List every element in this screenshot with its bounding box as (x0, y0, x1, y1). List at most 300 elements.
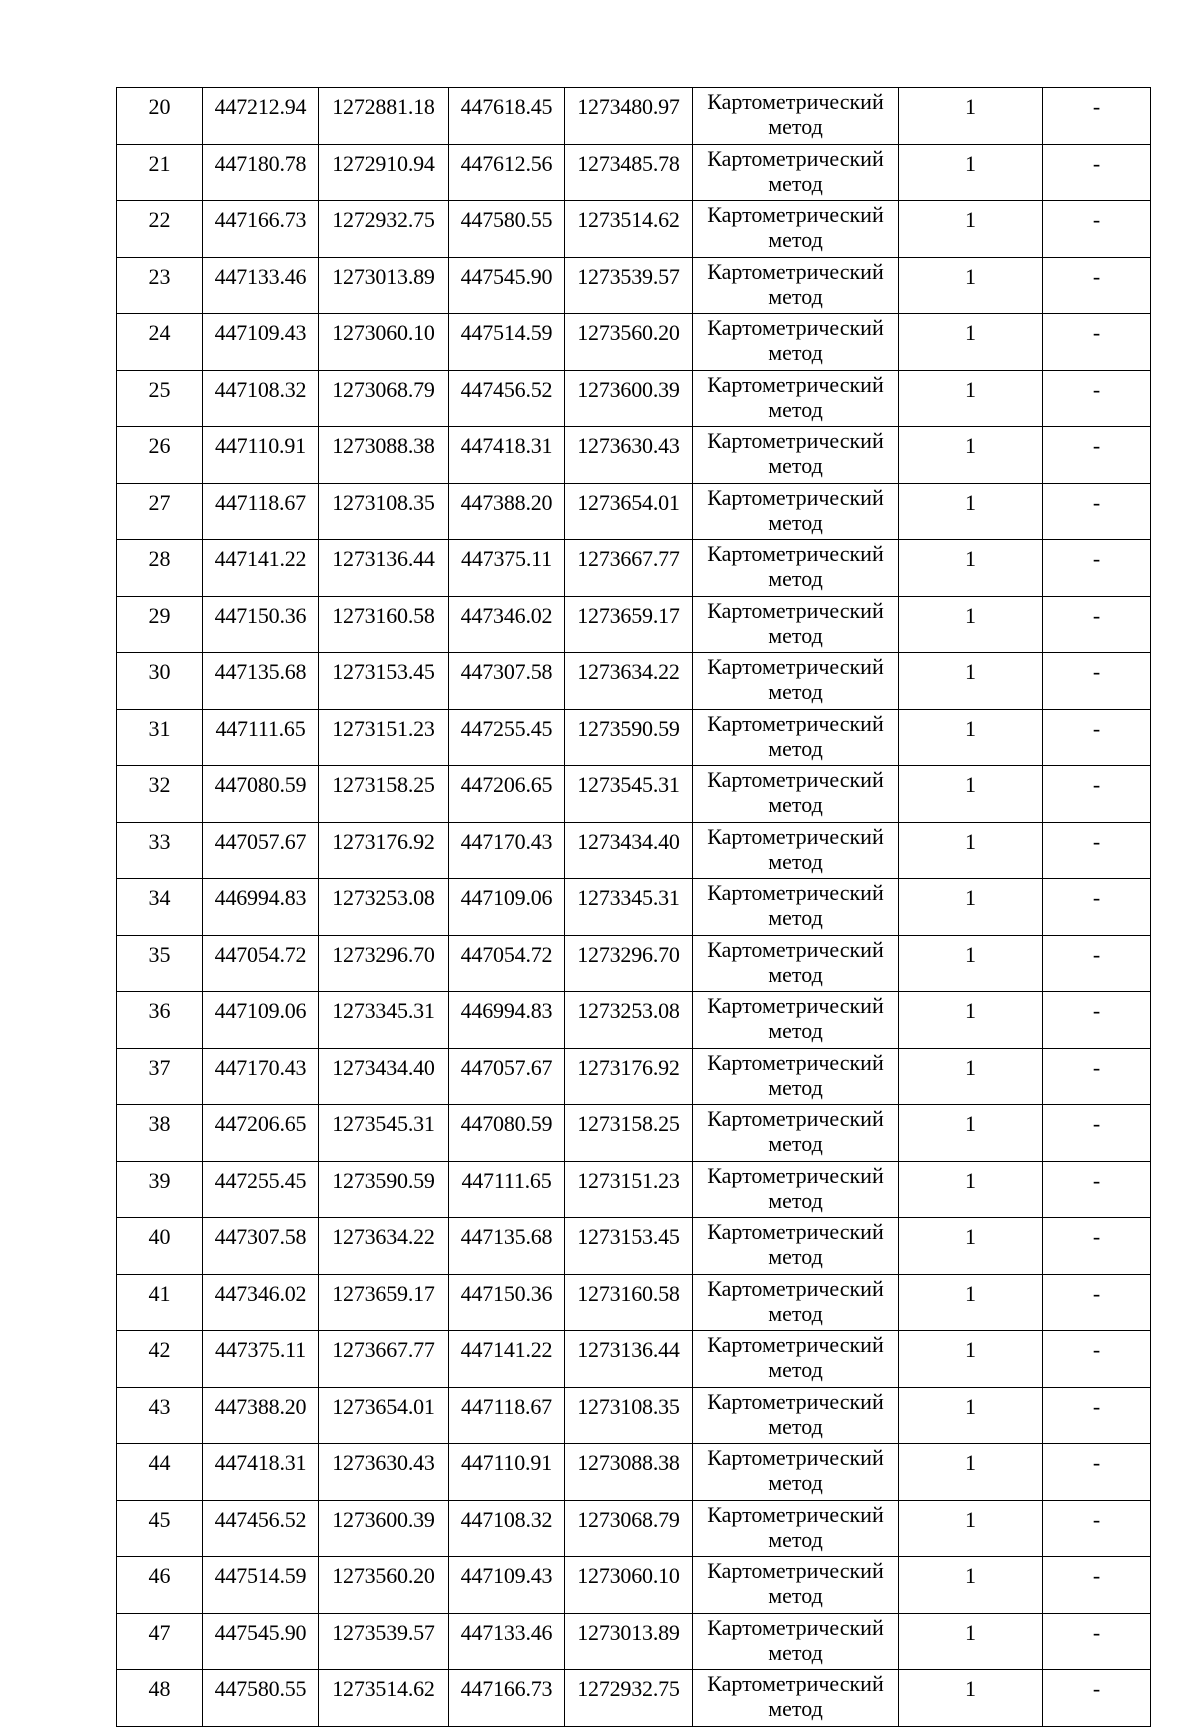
accuracy-cell: 1 (899, 653, 1043, 710)
note-cell: - (1043, 879, 1151, 936)
y2-cell: 1273158.25 (565, 1105, 693, 1162)
accuracy-cell: 1 (899, 1387, 1043, 1444)
y2-cell: 1273151.23 (565, 1161, 693, 1218)
method-cell (693, 822, 899, 879)
method-cell (693, 257, 899, 314)
table-row (117, 1444, 1151, 1501)
note-cell: - (1043, 144, 1151, 201)
y2-cell: 1273600.39 (565, 370, 693, 427)
method-line-2: метод (768, 114, 823, 139)
y2-cell: 1273108.35 (565, 1387, 693, 1444)
y2-cell: 1273545.31 (565, 766, 693, 823)
method-cell (693, 1218, 899, 1275)
y1-cell: 1273539.57 (319, 1613, 449, 1670)
method-cell (693, 427, 899, 484)
point-number-cell: 30 (117, 653, 203, 710)
y1-cell: 1273659.17 (319, 1274, 449, 1331)
table-row (117, 88, 1151, 145)
point-number-cell: 45 (117, 1500, 203, 1557)
accuracy-cell: 1 (899, 709, 1043, 766)
method-line-1: Картометрический (707, 1219, 884, 1244)
table-row (117, 483, 1151, 540)
point-number-cell: 48 (117, 1670, 203, 1727)
table-row (117, 257, 1151, 314)
table-row (117, 992, 1151, 1049)
table-row (117, 709, 1151, 766)
x1-cell: 447180.78 (203, 144, 319, 201)
y2-cell: 1273480.97 (565, 88, 693, 145)
accuracy-cell: 1 (899, 88, 1043, 145)
point-number-cell: 28 (117, 540, 203, 597)
y2-cell: 1273160.58 (565, 1274, 693, 1331)
x2-cell: 447109.43 (449, 1557, 565, 1614)
y1-cell: 1273151.23 (319, 709, 449, 766)
method-line-1: Картометрический (707, 541, 884, 566)
method-line-2: метод (768, 283, 823, 309)
x2-cell: 447109.06 (449, 879, 565, 936)
method-line-2: метод (768, 340, 823, 365)
x1-cell: 447545.90 (203, 1613, 319, 1670)
note-cell: - (1043, 1218, 1151, 1275)
x2-cell: 447514.59 (449, 314, 565, 371)
method-line-1: Картометрический (707, 823, 884, 849)
y2-cell: 1273667.77 (565, 540, 693, 597)
x2-cell: 447054.72 (449, 935, 565, 992)
x2-cell: 447206.65 (449, 766, 565, 823)
method-line-1: Картометрический (707, 484, 884, 510)
method-line-2: метод (768, 622, 823, 648)
x1-cell: 447514.59 (203, 1557, 319, 1614)
x1-cell: 447141.22 (203, 540, 319, 597)
y2-cell: 1273253.08 (565, 992, 693, 1049)
x1-cell: 447375.11 (203, 1331, 319, 1388)
point-number-cell: 26 (117, 427, 203, 484)
y1-cell: 1273158.25 (319, 766, 449, 823)
method-cell (693, 653, 899, 710)
table-row (117, 370, 1151, 427)
y2-cell: 1273088.38 (565, 1444, 693, 1501)
table-row (117, 144, 1151, 201)
x1-cell: 447307.58 (203, 1218, 319, 1275)
accuracy-cell: 1 (899, 1670, 1043, 1727)
accuracy-cell: 1 (899, 314, 1043, 371)
x2-cell: 447456.52 (449, 370, 565, 427)
method-line-1: Картометрический (707, 315, 884, 340)
x1-cell: 447109.43 (203, 314, 319, 371)
method-line-2: метод (768, 1413, 823, 1439)
table-row (117, 1048, 1151, 1105)
method-cell (693, 1670, 899, 1727)
accuracy-cell: 1 (899, 935, 1043, 992)
y1-cell: 1272932.75 (319, 201, 449, 258)
y1-cell: 1273176.92 (319, 822, 449, 879)
y1-cell: 1272881.18 (319, 88, 449, 145)
accuracy-cell: 1 (899, 1613, 1043, 1670)
x1-cell: 447054.72 (203, 935, 319, 992)
method-line-1: Картометрический (707, 1332, 884, 1357)
x2-cell: 447170.43 (449, 822, 565, 879)
table-row (117, 1105, 1151, 1162)
method-line-1: Картометрический (707, 654, 884, 679)
accuracy-cell: 1 (899, 1444, 1043, 1501)
point-number-cell: 47 (117, 1613, 203, 1670)
point-number-cell: 38 (117, 1105, 203, 1162)
x2-cell: 447580.55 (449, 201, 565, 258)
note-cell: - (1043, 257, 1151, 314)
note-cell: - (1043, 1161, 1151, 1218)
table-row (117, 1613, 1151, 1670)
method-line-1: Картометрический (707, 710, 884, 736)
y1-cell: 1273345.31 (319, 992, 449, 1049)
method-cell (693, 935, 899, 992)
method-cell (693, 1048, 899, 1105)
method-line-2: метод (768, 1131, 823, 1156)
table-body (117, 88, 1151, 1727)
accuracy-cell: 1 (899, 1557, 1043, 1614)
y2-cell: 1273560.20 (565, 314, 693, 371)
table-row (117, 596, 1151, 653)
note-cell: - (1043, 314, 1151, 371)
method-cell (693, 540, 899, 597)
note-cell: - (1043, 935, 1151, 992)
method-cell (693, 1444, 899, 1501)
note-cell: - (1043, 1274, 1151, 1331)
method-cell (693, 1105, 899, 1162)
y1-cell: 1273136.44 (319, 540, 449, 597)
point-number-cell: 40 (117, 1218, 203, 1275)
note-cell: - (1043, 370, 1151, 427)
point-number-cell: 29 (117, 596, 203, 653)
table-row (117, 1557, 1151, 1614)
y2-cell: 1273068.79 (565, 1500, 693, 1557)
method-line-2: метод (768, 679, 823, 704)
method-line-1: Картометрический (707, 767, 884, 792)
x2-cell: 447545.90 (449, 257, 565, 314)
table-row (117, 427, 1151, 484)
y1-cell: 1273153.45 (319, 653, 449, 710)
x1-cell: 446994.83 (203, 879, 319, 936)
point-number-cell: 25 (117, 370, 203, 427)
point-number-cell: 43 (117, 1387, 203, 1444)
accuracy-cell: 1 (899, 1218, 1043, 1275)
x2-cell: 447612.56 (449, 144, 565, 201)
method-line-2: метод (768, 905, 823, 930)
method-line-1: Картометрический (707, 1049, 884, 1075)
method-line-1: Картометрический (707, 145, 884, 171)
x1-cell: 447212.94 (203, 88, 319, 145)
note-cell: - (1043, 88, 1151, 145)
y2-cell: 1273434.40 (565, 822, 693, 879)
method-line-1: Картометрический (707, 597, 884, 623)
method-cell (693, 1274, 899, 1331)
accuracy-cell: 1 (899, 144, 1043, 201)
point-number-cell: 39 (117, 1161, 203, 1218)
note-cell: - (1043, 653, 1151, 710)
method-line-1: Картометрический (707, 89, 884, 114)
method-cell (693, 596, 899, 653)
accuracy-cell: 1 (899, 992, 1043, 1049)
y1-cell: 1273667.77 (319, 1331, 449, 1388)
method-line-2: метод (768, 792, 823, 817)
note-cell: - (1043, 1500, 1151, 1557)
y2-cell: 1273136.44 (565, 1331, 693, 1388)
point-number-cell: 41 (117, 1274, 203, 1331)
method-line-1: Картометрический (707, 1275, 884, 1301)
table-row (117, 1500, 1151, 1557)
point-number-cell: 42 (117, 1331, 203, 1388)
x2-cell: 447141.22 (449, 1331, 565, 1388)
x2-cell: 447255.45 (449, 709, 565, 766)
y2-cell: 1273654.01 (565, 483, 693, 540)
method-line-1: Картометрический (707, 202, 884, 227)
note-cell: - (1043, 596, 1151, 653)
x1-cell: 447255.45 (203, 1161, 319, 1218)
method-cell (693, 1161, 899, 1218)
method-line-1: Картометрический (707, 1558, 884, 1583)
method-line-2: метод (768, 1583, 823, 1608)
x2-cell: 447110.91 (449, 1444, 565, 1501)
note-cell: - (1043, 1557, 1151, 1614)
x1-cell: 447456.52 (203, 1500, 319, 1557)
coordinates-table (116, 87, 1151, 1727)
method-cell (693, 1331, 899, 1388)
x1-cell: 447346.02 (203, 1274, 319, 1331)
x2-cell: 447057.67 (449, 1048, 565, 1105)
x1-cell: 447110.91 (203, 427, 319, 484)
x1-cell: 447108.32 (203, 370, 319, 427)
x2-cell: 447118.67 (449, 1387, 565, 1444)
note-cell: - (1043, 1613, 1151, 1670)
x2-cell: 446994.83 (449, 992, 565, 1049)
method-line-1: Картометрический (707, 258, 884, 284)
method-line-1: Картометрический (707, 880, 884, 905)
note-cell: - (1043, 427, 1151, 484)
accuracy-cell: 1 (899, 766, 1043, 823)
method-cell (693, 88, 899, 145)
method-line-1: Картометрический (707, 1445, 884, 1470)
y1-cell: 1273088.38 (319, 427, 449, 484)
x1-cell: 447135.68 (203, 653, 319, 710)
accuracy-cell: 1 (899, 1048, 1043, 1105)
accuracy-cell: 1 (899, 879, 1043, 936)
x2-cell: 447618.45 (449, 88, 565, 145)
y1-cell: 1273068.79 (319, 370, 449, 427)
method-line-1: Картометрический (707, 1162, 884, 1188)
y1-cell: 1273630.43 (319, 1444, 449, 1501)
table-row (117, 314, 1151, 371)
y1-cell: 1273108.35 (319, 483, 449, 540)
method-cell (693, 483, 899, 540)
y1-cell: 1273654.01 (319, 1387, 449, 1444)
method-line-2: метод (768, 735, 823, 761)
method-line-2: метод (768, 170, 823, 196)
method-line-1: Картометрический (707, 1671, 884, 1696)
accuracy-cell: 1 (899, 370, 1043, 427)
point-number-cell: 23 (117, 257, 203, 314)
x2-cell: 447375.11 (449, 540, 565, 597)
y2-cell: 1273630.43 (565, 427, 693, 484)
x2-cell: 447307.58 (449, 653, 565, 710)
method-line-2: метод (768, 227, 823, 252)
method-cell (693, 992, 899, 1049)
point-number-cell: 21 (117, 144, 203, 201)
y2-cell: 1273514.62 (565, 201, 693, 258)
method-line-2: метод (768, 1357, 823, 1382)
accuracy-cell: 1 (899, 596, 1043, 653)
y2-cell: 1273296.70 (565, 935, 693, 992)
method-cell (693, 879, 899, 936)
y2-cell: 1273590.59 (565, 709, 693, 766)
point-number-cell: 46 (117, 1557, 203, 1614)
x1-cell: 447170.43 (203, 1048, 319, 1105)
x2-cell: 447135.68 (449, 1218, 565, 1275)
note-cell: - (1043, 1331, 1151, 1388)
y1-cell: 1273434.40 (319, 1048, 449, 1105)
y1-cell: 1273296.70 (319, 935, 449, 992)
x1-cell: 447150.36 (203, 596, 319, 653)
y2-cell: 1273634.22 (565, 653, 693, 710)
table-row (117, 1274, 1151, 1331)
point-number-cell: 44 (117, 1444, 203, 1501)
note-cell: - (1043, 992, 1151, 1049)
point-number-cell: 32 (117, 766, 203, 823)
method-line-2: метод (768, 1018, 823, 1043)
note-cell: - (1043, 483, 1151, 540)
x2-cell: 447111.65 (449, 1161, 565, 1218)
method-line-1: Картометрический (707, 428, 884, 453)
x1-cell: 447118.67 (203, 483, 319, 540)
y2-cell: 1272932.75 (565, 1670, 693, 1727)
y2-cell: 1273060.10 (565, 1557, 693, 1614)
method-cell (693, 1557, 899, 1614)
accuracy-cell: 1 (899, 1105, 1043, 1162)
method-line-1: Картометрический (707, 993, 884, 1018)
y1-cell: 1273514.62 (319, 1670, 449, 1727)
note-cell: - (1043, 1670, 1151, 1727)
table-row (117, 1670, 1151, 1727)
y2-cell: 1273176.92 (565, 1048, 693, 1105)
method-line-2: метод (768, 396, 823, 422)
x2-cell: 447133.46 (449, 1613, 565, 1670)
accuracy-cell: 1 (899, 257, 1043, 314)
method-cell (693, 201, 899, 258)
y2-cell: 1273013.89 (565, 1613, 693, 1670)
method-cell (693, 144, 899, 201)
table-row (117, 653, 1151, 710)
point-number-cell: 22 (117, 201, 203, 258)
method-line-2: метод (768, 453, 823, 478)
note-cell: - (1043, 1444, 1151, 1501)
y1-cell: 1273545.31 (319, 1105, 449, 1162)
note-cell: - (1043, 766, 1151, 823)
method-line-2: метод (768, 566, 823, 591)
point-number-cell: 33 (117, 822, 203, 879)
method-line-2: метод (768, 1074, 823, 1100)
accuracy-cell: 1 (899, 1500, 1043, 1557)
method-line-2: метод (768, 1696, 823, 1721)
x2-cell: 447388.20 (449, 483, 565, 540)
y1-cell: 1273013.89 (319, 257, 449, 314)
x1-cell: 447133.46 (203, 257, 319, 314)
method-cell (693, 766, 899, 823)
method-line-1: Картометрический (707, 1614, 884, 1640)
point-number-cell: 37 (117, 1048, 203, 1105)
accuracy-cell: 1 (899, 1274, 1043, 1331)
note-cell: - (1043, 822, 1151, 879)
y1-cell: 1273600.39 (319, 1500, 449, 1557)
y2-cell: 1273539.57 (565, 257, 693, 314)
method-line-1: Картометрический (707, 1388, 884, 1414)
note-cell: - (1043, 1048, 1151, 1105)
x1-cell: 447166.73 (203, 201, 319, 258)
x2-cell: 447166.73 (449, 1670, 565, 1727)
accuracy-cell: 1 (899, 427, 1043, 484)
y1-cell: 1273634.22 (319, 1218, 449, 1275)
point-number-cell: 36 (117, 992, 203, 1049)
point-number-cell: 31 (117, 709, 203, 766)
y2-cell: 1273153.45 (565, 1218, 693, 1275)
table-row (117, 766, 1151, 823)
method-cell (693, 1387, 899, 1444)
table-row (117, 1331, 1151, 1388)
point-number-cell: 27 (117, 483, 203, 540)
accuracy-cell: 1 (899, 540, 1043, 597)
accuracy-cell: 1 (899, 1331, 1043, 1388)
x1-cell: 447388.20 (203, 1387, 319, 1444)
method-line-2: метод (768, 1187, 823, 1213)
table-row (117, 822, 1151, 879)
method-line-2: метод (768, 848, 823, 874)
table-row (117, 1387, 1151, 1444)
accuracy-cell: 1 (899, 822, 1043, 879)
point-number-cell: 20 (117, 88, 203, 145)
method-cell (693, 1500, 899, 1557)
x2-cell: 447108.32 (449, 1500, 565, 1557)
x2-cell: 447418.31 (449, 427, 565, 484)
accuracy-cell: 1 (899, 201, 1043, 258)
method-line-2: метод (768, 509, 823, 535)
y1-cell: 1273160.58 (319, 596, 449, 653)
y1-cell: 1273060.10 (319, 314, 449, 371)
accuracy-cell: 1 (899, 483, 1043, 540)
x2-cell: 447150.36 (449, 1274, 565, 1331)
x1-cell: 447580.55 (203, 1670, 319, 1727)
x2-cell: 447080.59 (449, 1105, 565, 1162)
method-line-2: метод (768, 1300, 823, 1326)
table-row (117, 935, 1151, 992)
y2-cell: 1273485.78 (565, 144, 693, 201)
method-cell (693, 709, 899, 766)
accuracy-cell: 1 (899, 1161, 1043, 1218)
y1-cell: 1273253.08 (319, 879, 449, 936)
point-number-cell: 35 (117, 935, 203, 992)
table-row (117, 879, 1151, 936)
table-row (117, 1218, 1151, 1275)
table-row (117, 201, 1151, 258)
x1-cell: 447057.67 (203, 822, 319, 879)
method-line-2: метод (768, 1526, 823, 1552)
y2-cell: 1273345.31 (565, 879, 693, 936)
x1-cell: 447206.65 (203, 1105, 319, 1162)
table-row (117, 540, 1151, 597)
note-cell: - (1043, 201, 1151, 258)
note-cell: - (1043, 540, 1151, 597)
method-line-1: Картометрический (707, 1106, 884, 1131)
method-cell (693, 1613, 899, 1670)
note-cell: - (1043, 1387, 1151, 1444)
method-cell (693, 370, 899, 427)
method-line-1: Картометрический (707, 1501, 884, 1527)
